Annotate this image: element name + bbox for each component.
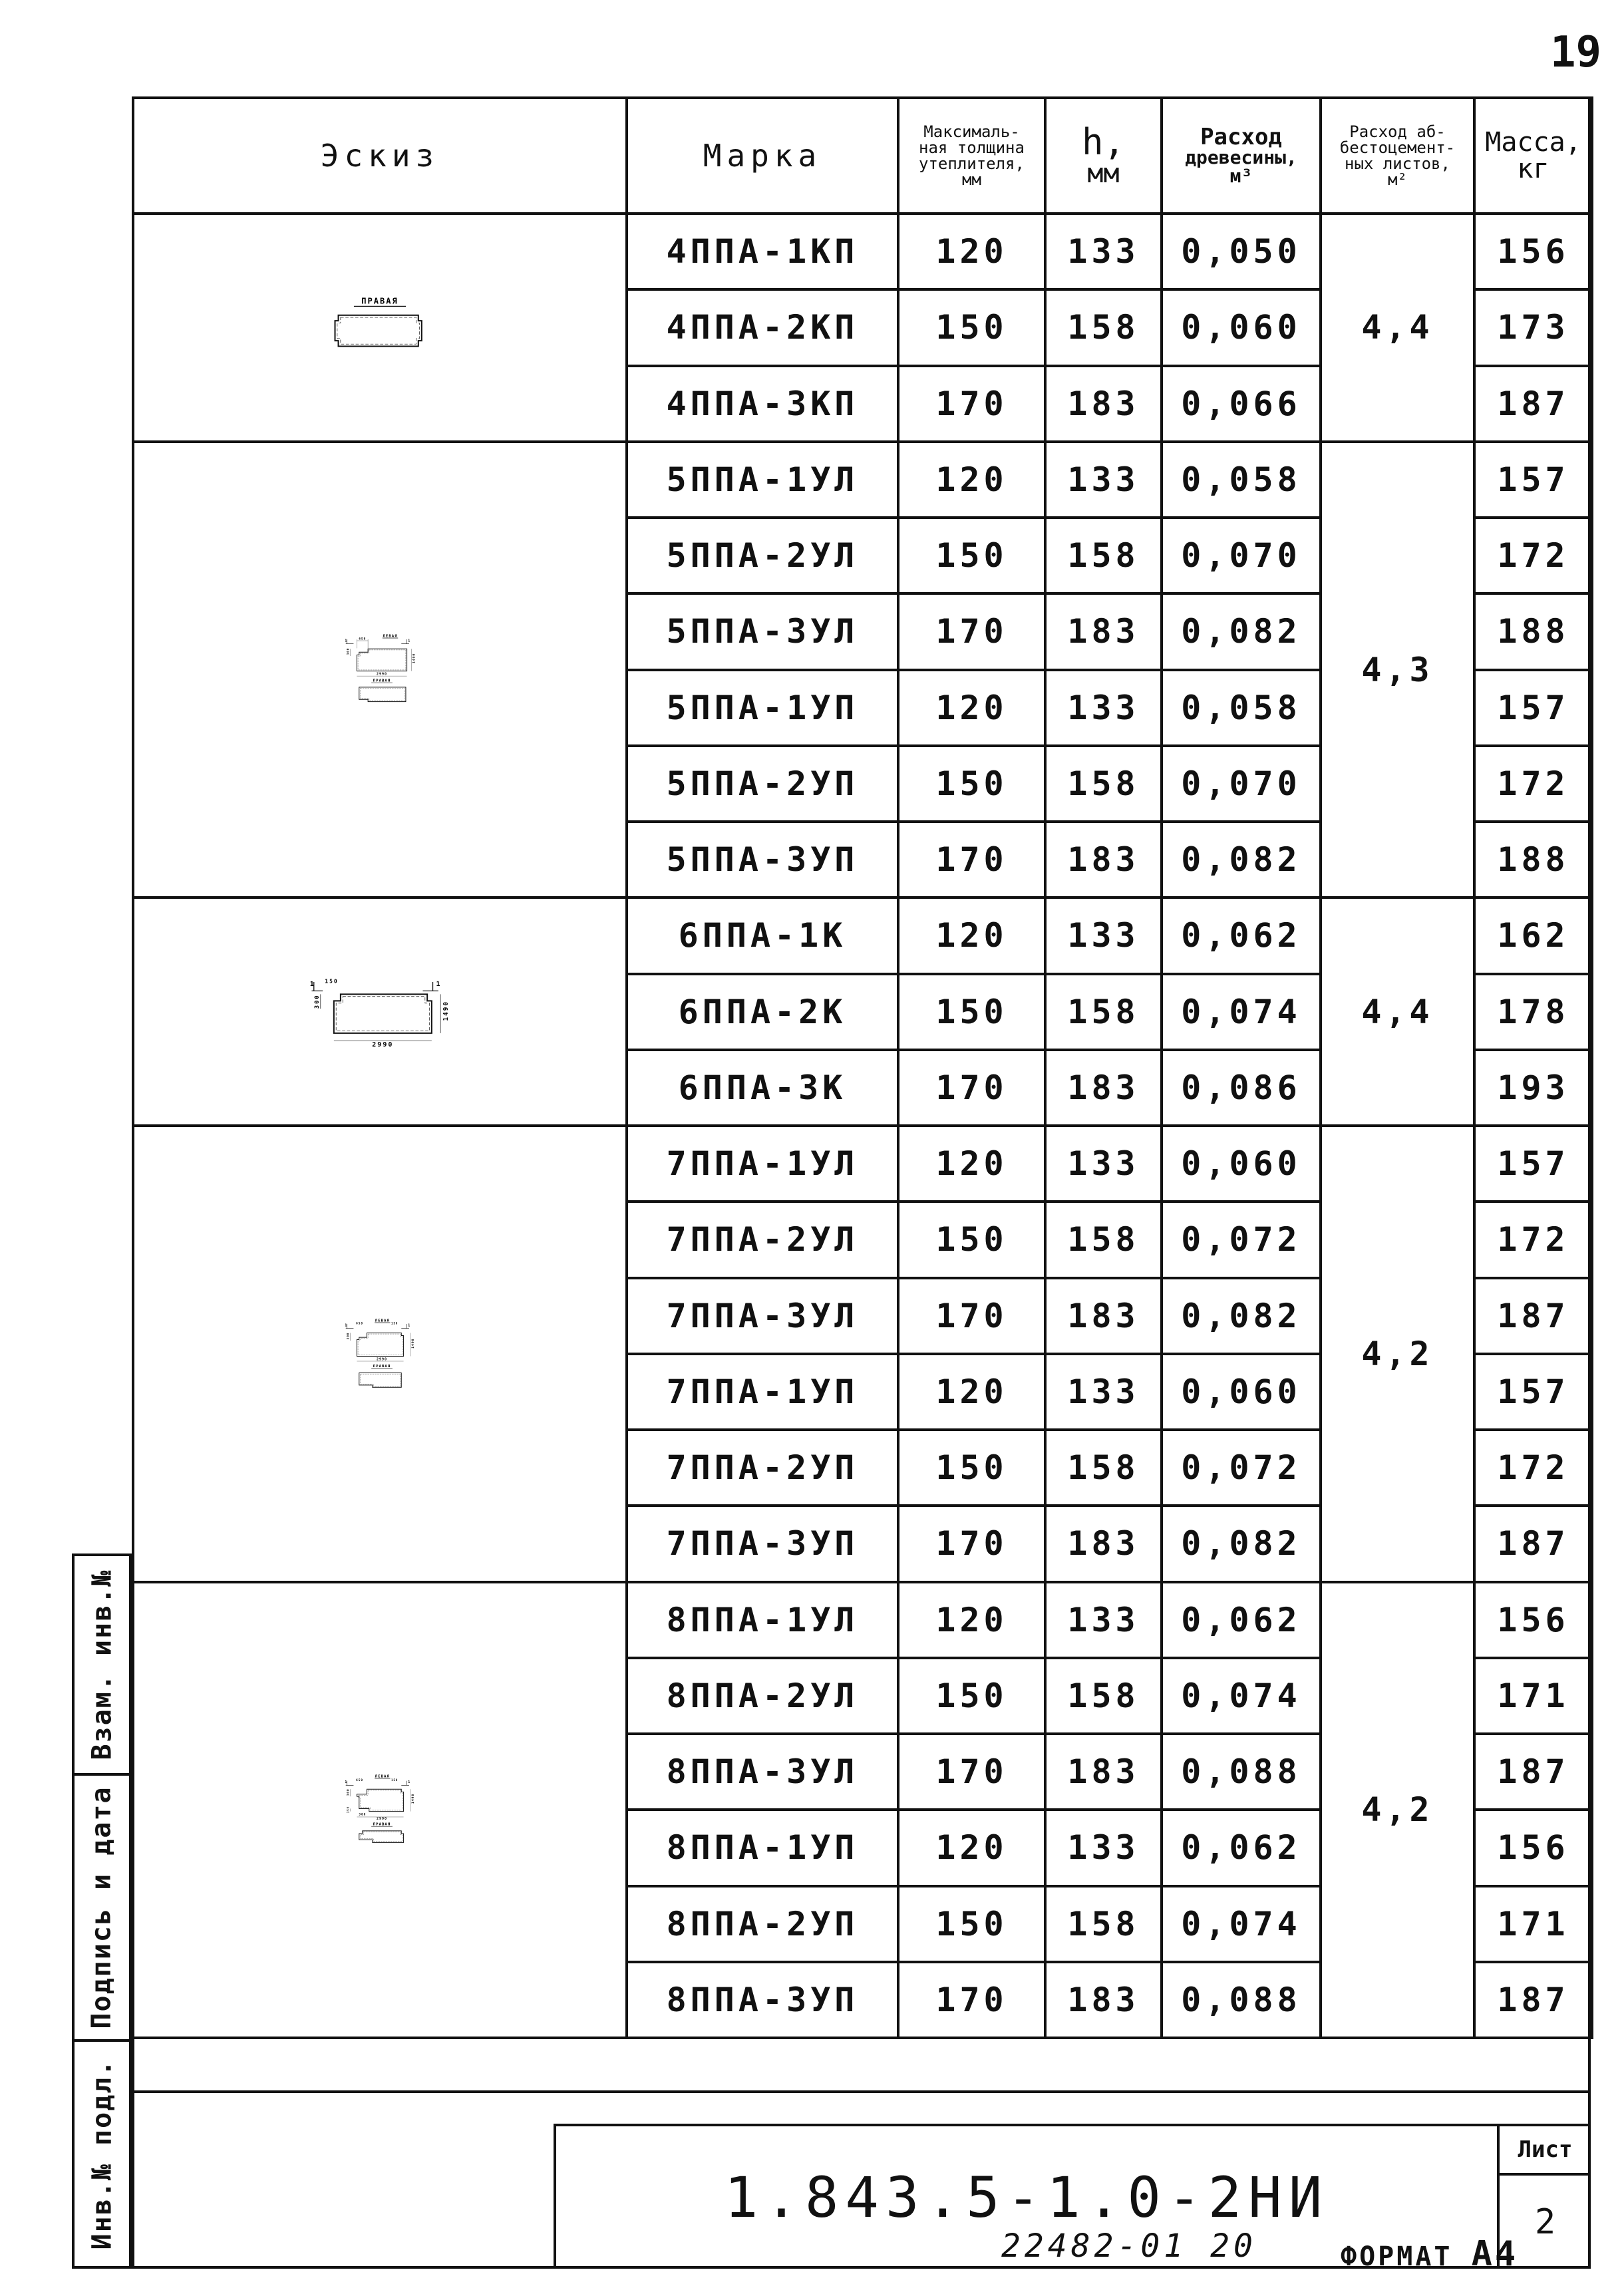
cell-insulation: 150 xyxy=(898,746,1045,822)
cell-mark: 7ППА-1УЛ xyxy=(627,1126,898,1202)
cell-mass: 157 xyxy=(1474,670,1592,746)
svg-text:1: 1 xyxy=(436,980,442,988)
cell-mass: 156 xyxy=(1474,1582,1592,1658)
side-stamp xyxy=(72,1553,132,2269)
cell-insulation: 170 xyxy=(898,593,1045,669)
cell-mass: 172 xyxy=(1474,1202,1592,1277)
cell-wood: 0,086 xyxy=(1162,1050,1321,1126)
cell-mark: 4ППА-2КП xyxy=(627,289,898,365)
cell-wood: 0,082 xyxy=(1162,822,1321,898)
table-row xyxy=(133,214,1592,289)
cell-mass: 188 xyxy=(1474,822,1592,898)
cell-h: 183 xyxy=(1045,1734,1162,1810)
cell-insulation: 150 xyxy=(898,1658,1045,1734)
cell-insulation: 150 xyxy=(898,1886,1045,1962)
header-mass: Масса, кг xyxy=(1474,98,1592,214)
cell-mass: 188 xyxy=(1474,593,1592,669)
side-stamp-inv-original: Инв.№ подл. xyxy=(86,2058,117,2249)
table-row xyxy=(133,1126,1592,1202)
cell-mass: 156 xyxy=(1474,1810,1592,1885)
panel-sketch-rectangular xyxy=(134,291,625,364)
cell-mass: 187 xyxy=(1474,1734,1592,1810)
svg-text:300: 300 xyxy=(314,993,321,1009)
svg-text:1: 1 xyxy=(408,1780,411,1785)
cell-mass: 162 xyxy=(1474,898,1592,973)
cell-insulation: 120 xyxy=(898,214,1045,289)
cell-h: 133 xyxy=(1045,1354,1162,1430)
cell-mark: 5ППА-2УЛ xyxy=(627,518,898,593)
svg-text:300: 300 xyxy=(347,1788,351,1796)
svg-text:650: 650 xyxy=(356,1779,364,1783)
cell-insulation: 120 xyxy=(898,1126,1045,1202)
cell-h: 133 xyxy=(1045,214,1162,289)
header-insulation: Максималь- ная толщина утеплителя, мм xyxy=(898,98,1045,214)
sketch-group-8ppa xyxy=(133,1582,627,2039)
cell-mark: 7ППА-3УЛ xyxy=(627,1278,898,1354)
cell-h: 158 xyxy=(1045,974,1162,1050)
cell-mark: 5ППА-2УП xyxy=(627,746,898,822)
cell-wood: 0,060 xyxy=(1162,1126,1321,1202)
header-row xyxy=(133,98,1592,214)
cell-wood: 0,072 xyxy=(1162,1430,1321,1506)
sketch-group-4ppa xyxy=(133,214,627,442)
cell-mass: 171 xyxy=(1474,1658,1592,1734)
cell-wood: 0,082 xyxy=(1162,1278,1321,1354)
cell-asbestos: 4,2 xyxy=(1321,1582,1474,2039)
header-asbestos: Расход аб- бестоцемент- ных листов, м² xyxy=(1321,98,1474,214)
cell-mark: 5ППА-3УЛ xyxy=(627,593,898,669)
svg-text:1: 1 xyxy=(408,639,411,643)
cell-insulation: 120 xyxy=(898,898,1045,973)
cell-wood: 0,088 xyxy=(1162,1734,1321,1810)
cell-mark: 8ППА-3УП xyxy=(627,1962,898,2038)
sketch-label-left: ЛЕВАЯ xyxy=(383,635,398,639)
page-number: 19 xyxy=(1550,28,1602,77)
svg-text:1: 1 xyxy=(408,1323,411,1327)
cell-wood: 0,060 xyxy=(1162,1354,1321,1430)
cell-insulation: 150 xyxy=(898,1430,1045,1506)
cell-insulation: 170 xyxy=(898,822,1045,898)
cell-insulation: 170 xyxy=(898,1734,1045,1810)
cell-wood: 0,072 xyxy=(1162,1202,1321,1277)
header-mark: Марка xyxy=(627,98,898,214)
table-row xyxy=(133,442,1592,518)
cell-insulation: 120 xyxy=(898,442,1045,518)
svg-text:150: 150 xyxy=(391,1778,399,1782)
cell-insulation: 170 xyxy=(898,366,1045,442)
svg-text:1490: 1490 xyxy=(442,1000,450,1021)
specification-table xyxy=(132,96,1593,2039)
cell-mark: 8ППА-2УП xyxy=(627,1886,898,1962)
cell-mark: 7ППА-1УП xyxy=(627,1354,898,1430)
cell-h: 158 xyxy=(1045,1202,1162,1277)
cell-insulation: 170 xyxy=(898,1050,1045,1126)
cell-wood: 0,082 xyxy=(1162,1506,1321,1581)
sketch-label-right: ПРАВАЯ xyxy=(361,296,399,306)
sketch-group-7ppa xyxy=(133,1126,627,1582)
cell-h: 183 xyxy=(1045,822,1162,898)
cell-mass: 157 xyxy=(1474,1354,1592,1430)
side-stamp-replaced-inv: Взам. инв.№ xyxy=(75,1556,129,1776)
cell-h: 158 xyxy=(1045,746,1162,822)
panel-sketch-corner-notched xyxy=(134,975,625,1049)
svg-text:1: 1 xyxy=(345,639,348,643)
cell-mass: 178 xyxy=(1474,974,1592,1050)
cell-wood: 0,066 xyxy=(1162,366,1321,442)
cell-h: 183 xyxy=(1045,1050,1162,1126)
svg-text:300: 300 xyxy=(359,1813,367,1817)
cell-mark: 8ППА-2УЛ xyxy=(627,1658,898,1734)
cell-insulation: 150 xyxy=(898,1202,1045,1277)
cell-mass: 187 xyxy=(1474,366,1592,442)
header-wood: Расход древесины, м³ xyxy=(1162,98,1321,214)
cell-h: 183 xyxy=(1045,593,1162,669)
side-stamp-signature-date: Подпись и дата xyxy=(75,1776,129,2042)
svg-text:1: 1 xyxy=(345,1323,348,1327)
svg-text:ЛЕВАЯ: ЛЕВАЯ xyxy=(375,1774,390,1779)
table-row xyxy=(133,1582,1592,1658)
cell-h: 158 xyxy=(1045,1658,1162,1734)
svg-text:150: 150 xyxy=(325,977,339,984)
svg-text:1: 1 xyxy=(345,1780,348,1785)
cell-mass: 171 xyxy=(1474,1886,1592,1962)
cell-mark: 8ППА-3УЛ xyxy=(627,1734,898,1810)
svg-text:650: 650 xyxy=(359,637,367,641)
cell-mass: 187 xyxy=(1474,1278,1592,1354)
table-row xyxy=(133,898,1592,973)
document-code: 1.843.5-1.0-2НИ xyxy=(724,2165,1329,2230)
svg-text:2990: 2990 xyxy=(376,1357,388,1361)
cell-mass: 187 xyxy=(1474,1962,1592,2038)
cell-mass: 172 xyxy=(1474,518,1592,593)
cell-mark: 5ППА-3УП xyxy=(627,822,898,898)
svg-text:2990: 2990 xyxy=(376,672,388,677)
cell-wood: 0,058 xyxy=(1162,442,1321,518)
cell-h: 158 xyxy=(1045,1886,1162,1962)
cell-insulation: 150 xyxy=(898,289,1045,365)
cell-wood: 0,062 xyxy=(1162,898,1321,973)
cell-wood: 0,060 xyxy=(1162,289,1321,365)
cell-mass: 157 xyxy=(1474,1126,1592,1202)
cell-mark: 8ППА-1УП xyxy=(627,1810,898,1885)
cell-mark: 6ППА-1К xyxy=(627,898,898,973)
cell-mass: 157 xyxy=(1474,442,1592,518)
cell-asbestos: 4,4 xyxy=(1321,898,1474,1126)
cell-wood: 0,074 xyxy=(1162,1886,1321,1962)
cell-h: 183 xyxy=(1045,1962,1162,2038)
cell-insulation: 170 xyxy=(898,1962,1045,2038)
svg-text:ПРАВАЯ: ПРАВАЯ xyxy=(373,1364,391,1369)
cell-mark: 7ППА-3УП xyxy=(627,1506,898,1581)
cell-asbestos: 4,4 xyxy=(1321,214,1474,442)
sketch-group-5ppa xyxy=(133,442,627,898)
cell-insulation: 150 xyxy=(898,518,1045,593)
cell-mass: 187 xyxy=(1474,1506,1592,1581)
cell-h: 158 xyxy=(1045,518,1162,593)
cell-mass: 156 xyxy=(1474,214,1592,289)
cell-h: 133 xyxy=(1045,1582,1162,1658)
cell-mark: 8ППА-1УЛ xyxy=(627,1582,898,1658)
cell-mark: 5ППА-1УП xyxy=(627,670,898,746)
svg-text:650: 650 xyxy=(356,1321,364,1325)
cell-mark: 4ППА-3КП xyxy=(627,366,898,442)
cell-wood: 0,058 xyxy=(1162,670,1321,746)
cell-insulation: 170 xyxy=(898,1506,1045,1581)
cell-wood: 0,074 xyxy=(1162,974,1321,1050)
header-sketch: Эскиз xyxy=(133,98,627,214)
svg-text:1490: 1490 xyxy=(412,653,416,664)
cell-wood: 0,050 xyxy=(1162,214,1321,289)
svg-text:150: 150 xyxy=(346,1806,350,1814)
cell-mark: 6ППА-2К xyxy=(627,974,898,1050)
cell-insulation: 120 xyxy=(898,670,1045,746)
cell-insulation: 120 xyxy=(898,1810,1045,1885)
cell-h: 133 xyxy=(1045,898,1162,973)
svg-text:2990: 2990 xyxy=(372,1041,394,1049)
cell-h: 183 xyxy=(1045,1506,1162,1581)
panel-sketch-double-notched xyxy=(134,1317,625,1390)
cell-h: 133 xyxy=(1045,1126,1162,1202)
svg-text:1490: 1490 xyxy=(411,1793,415,1804)
cell-h: 183 xyxy=(1045,1278,1162,1354)
cell-h: 133 xyxy=(1045,1810,1162,1885)
sketch-group-6ppa xyxy=(133,898,627,1126)
cell-mark: 7ППА-2УЛ xyxy=(627,1202,898,1277)
cell-h: 183 xyxy=(1045,366,1162,442)
cell-wood: 0,062 xyxy=(1162,1810,1321,1885)
svg-text:1: 1 xyxy=(309,980,315,988)
header-h: h, мм xyxy=(1045,98,1162,214)
svg-text:150: 150 xyxy=(391,1321,399,1325)
order-number: 22482-01 20 xyxy=(1001,2227,1257,2265)
cell-wood: 0,070 xyxy=(1162,518,1321,593)
cell-asbestos: 4,2 xyxy=(1321,1126,1474,1582)
cell-mass: 173 xyxy=(1474,289,1592,365)
svg-text:ПРАВАЯ: ПРАВАЯ xyxy=(373,1822,391,1827)
cell-h: 158 xyxy=(1045,1430,1162,1506)
cell-mass: 172 xyxy=(1474,746,1592,822)
cell-asbestos: 4,3 xyxy=(1321,442,1474,898)
sheet-number: 2 xyxy=(1534,2202,1556,2242)
cell-insulation: 120 xyxy=(898,1354,1045,1430)
cell-mark: 4ППА-1КП xyxy=(627,214,898,289)
panel-sketch-multi-notched xyxy=(134,1773,625,1846)
cell-wood: 0,088 xyxy=(1162,1962,1321,2038)
cell-insulation: 170 xyxy=(898,1278,1045,1354)
cell-insulation: 120 xyxy=(898,1582,1045,1658)
cell-wood: 0,074 xyxy=(1162,1658,1321,1734)
cell-h: 133 xyxy=(1045,670,1162,746)
cell-mass: 193 xyxy=(1474,1050,1592,1126)
svg-text:ЛЕВАЯ: ЛЕВАЯ xyxy=(375,1319,390,1323)
cell-insulation: 150 xyxy=(898,974,1045,1050)
cell-wood: 0,070 xyxy=(1162,746,1321,822)
cell-mass: 172 xyxy=(1474,1430,1592,1506)
svg-text:300: 300 xyxy=(347,1332,351,1340)
cell-mark: 5ППА-1УЛ xyxy=(627,442,898,518)
sheet-label: Лист xyxy=(1500,2126,1591,2176)
cell-h: 133 xyxy=(1045,442,1162,518)
cell-h: 158 xyxy=(1045,289,1162,365)
cell-mark: 6ППА-3К xyxy=(627,1050,898,1126)
svg-text:300: 300 xyxy=(347,647,351,655)
svg-text:1490: 1490 xyxy=(411,1338,415,1349)
cell-mark: 7ППА-2УП xyxy=(627,1430,898,1506)
cell-wood: 0,062 xyxy=(1162,1582,1321,1658)
svg-text:2990: 2990 xyxy=(376,1817,388,1822)
cell-wood: 0,082 xyxy=(1162,593,1321,669)
panel-sketch-notched xyxy=(134,633,625,706)
format-label: ФОРМАТ А4 xyxy=(1341,2234,1519,2274)
svg-text:ПРАВАЯ: ПРАВАЯ xyxy=(373,679,391,683)
